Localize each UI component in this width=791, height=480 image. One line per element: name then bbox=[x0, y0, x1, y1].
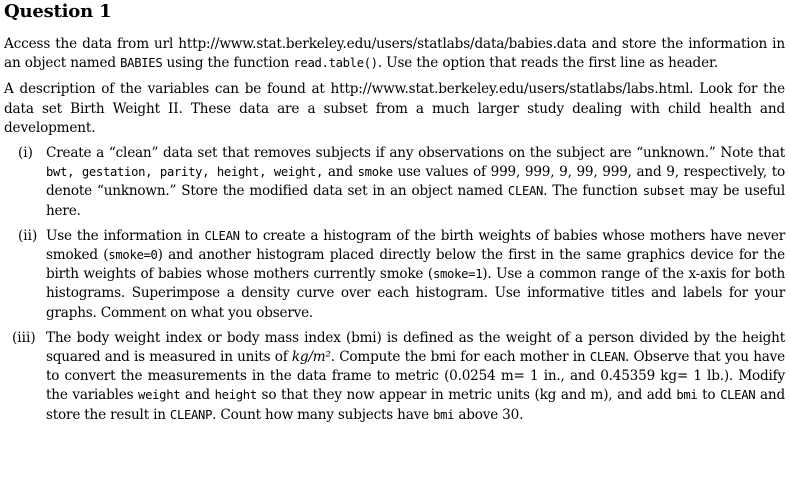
text: Access the data from url http://www.stat.berkeley.edu/users/statlabs/data/babies.data and store the information in an object named bbox=[4, 36, 785, 72]
code-subset: subset bbox=[642, 184, 685, 199]
task-item-i bbox=[4, 144, 785, 221]
text: so that they now appear in metric units (kg and m), and add bbox=[256, 387, 677, 404]
text: to create a histogram of the birth weights of babies whose mothers have never smoked ( bbox=[46, 227, 786, 264]
data-access-paragraph bbox=[4, 35, 785, 73]
code-cleanp: CLEANP bbox=[169, 407, 213, 422]
text: and store the result in bbox=[46, 387, 785, 423]
code-weight: weight bbox=[138, 388, 181, 403]
code-bmi: bmi bbox=[676, 388, 698, 403]
math-units: kg/m² bbox=[291, 349, 331, 366]
text: above 30. bbox=[454, 406, 524, 423]
item-number: (iii) bbox=[12, 329, 36, 346]
task-text bbox=[46, 227, 785, 323]
code-clean: CLEAN bbox=[589, 350, 626, 365]
text: Use the information in bbox=[46, 227, 205, 244]
code-read-table: read.table() bbox=[293, 56, 378, 71]
text: ) and another histogram placed directly below the first in the same graphics device for the birth weights of babies whose mothers currently smoke ( bbox=[46, 247, 785, 283]
text: . Count how many subjects have bbox=[212, 406, 434, 423]
text: . Use the option that reads the first line as header. bbox=[377, 55, 719, 72]
text: The body weight index or body mass index (bmi) is defined as the weight of a person divided by the height squared and is measured in units of bbox=[46, 329, 785, 366]
description-paragraph: A description of the variables can be found at http://www.stat.berkeley.edu/users/statlabs/labs.html. Look for the data set Birth Weight II. These data are a subset from a much larger study dealing with child health and development. bbox=[4, 81, 785, 136]
task-item-iii bbox=[4, 329, 785, 425]
code-smoke: smoke bbox=[357, 165, 393, 180]
text: and bbox=[180, 387, 215, 404]
text: use values of 999, 999, 9, 99, 999, and 9, respectively, to denote “unknown.” Store the modified data set in an object named bbox=[46, 164, 785, 200]
code-clean: CLEAN bbox=[204, 228, 240, 243]
text: . The function bbox=[543, 183, 643, 200]
code-variables: bwt, gestation, parity, height, weight, bbox=[46, 165, 324, 180]
task-text bbox=[46, 329, 785, 425]
code-bmi: bmi bbox=[433, 407, 455, 422]
code-babies: BABIES bbox=[120, 56, 163, 71]
text: and bbox=[323, 164, 358, 181]
task-text bbox=[46, 144, 785, 221]
text: . Observe that you have to convert the measurements in the data frame to metric (0.0254 m= 1 in., and 0.45359 kg= 1 lb.). Modify the variables bbox=[46, 349, 785, 404]
text: Create a “clean” data set that removes subjects if any observations on the subject are “unknown.” Note that bbox=[46, 145, 785, 162]
text: ). Use a common range of the x-axis for both histograms. Superimpose a density curve over each histogram. Use informative titles and labels for your graphs. Comment on what you observe. bbox=[46, 266, 786, 321]
task-list bbox=[4, 144, 785, 425]
code-smoke-1: smoke=1 bbox=[432, 267, 483, 282]
task-item-ii bbox=[4, 227, 785, 323]
question-title: Question 1 bbox=[4, 1, 112, 22]
text: may be useful here. bbox=[46, 183, 785, 219]
text: using the function bbox=[162, 55, 294, 72]
text: to bbox=[697, 387, 721, 404]
text: . Compute the bmi for each mother in bbox=[330, 349, 590, 366]
code-clean: CLEAN bbox=[507, 184, 544, 199]
code-smoke-0: smoke=0 bbox=[108, 248, 158, 263]
code-clean: CLEAN bbox=[720, 388, 756, 403]
code-height: height bbox=[214, 388, 257, 403]
item-number: (i) bbox=[18, 145, 33, 162]
item-number: (ii) bbox=[18, 227, 38, 244]
